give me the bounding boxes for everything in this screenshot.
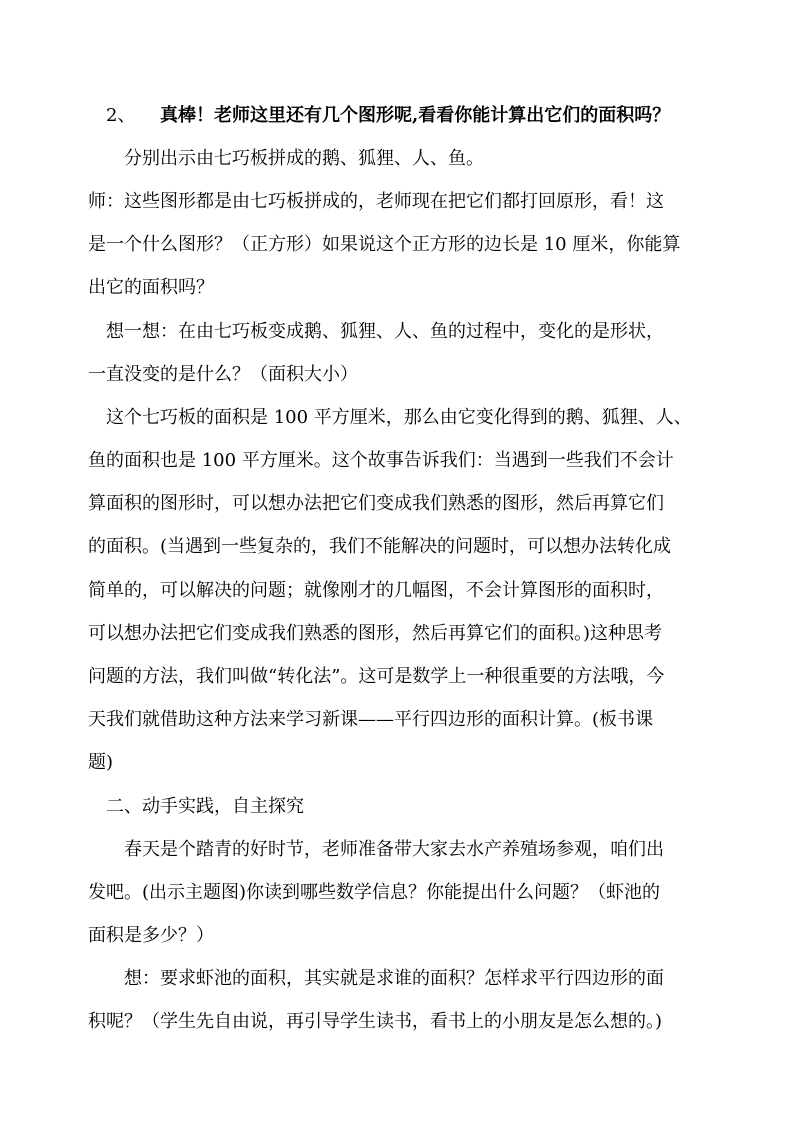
paragraph-line: 可以想办法把它们变成我们熟悉的图形，然后再算它们的面积。)这种思考 bbox=[88, 623, 663, 644]
paragraph-line: 积呢？（学生先自由说，再引导学生读书，看书上的小朋友是怎么想的。) bbox=[88, 1011, 663, 1032]
paragraph-line: 题) bbox=[88, 752, 114, 773]
paragraph-line: 这个七巧板的面积是 100 平方厘米，那么由它变化得到的鹅、狐狸、人、 bbox=[106, 407, 692, 428]
paragraph-line: 是一个什么图形？（正方形）如果说这个正方形的边长是 10 厘米，你能算 bbox=[88, 234, 681, 255]
paragraph-line: 想：要求虾池的面积，其实就是求谁的面积？怎样求平行四边形的面 bbox=[124, 968, 664, 989]
item-number: 2、 bbox=[106, 105, 136, 126]
paragraph-line: 鱼的面积也是 100 平方厘米。这个故事告诉我们：当遇到一些我们不会计 bbox=[88, 450, 674, 471]
paragraph-line: 出它的面积吗？ bbox=[88, 277, 214, 298]
section-heading: 二、动手实践，自主探究 bbox=[106, 796, 304, 817]
paragraph-line: 春天是个踏青的好时节，老师准备带大家去水产养殖场参观，咱们出 bbox=[124, 839, 664, 860]
paragraph-line: 天我们就借助这种方法来学习新课——平行四边形的面积计算。(板书课 bbox=[88, 709, 654, 730]
paragraph-line: 一直没变的是什么？（面积大小） bbox=[88, 364, 358, 385]
paragraph-line: 师：这些图形都是由七巧板拼成的，老师现在把它们都打回原形，看！这 bbox=[88, 191, 664, 212]
paragraph-line: 想一想：在由七巧板变成鹅、狐狸、人、鱼的过程中，变化的是形状， bbox=[106, 321, 664, 342]
paragraph-line: 分别出示由七巧板拼成的鹅、狐狸、人、鱼。 bbox=[124, 148, 484, 169]
paragraph-line: 面积是多少？） bbox=[88, 925, 214, 946]
paragraph-line: 算面积的图形时，可以想办法把它们变成我们熟悉的图形，然后再算它们 bbox=[88, 493, 664, 514]
paragraph-line: 简单的，可以解决的问题；就像刚才的几幅图，不会计算图形的面积时， bbox=[88, 580, 664, 601]
paragraph-line: 问题的方法，我们叫做“转化法”。这可是数学上一种很重要的方法哦，今 bbox=[88, 666, 665, 687]
paragraph-line: 发吧。(出示主题图)你读到哪些数学信息？你能提出什么问题？（虾池的 bbox=[88, 882, 661, 903]
paragraph-line: 的面积。(当遇到一些复杂的，我们不能解决的问题时，可以想办法转化成 bbox=[88, 536, 672, 557]
item-2-heading: 真棒！老师这里还有几个图形呢,看看你能计算出它们的面积吗？ bbox=[160, 105, 671, 126]
